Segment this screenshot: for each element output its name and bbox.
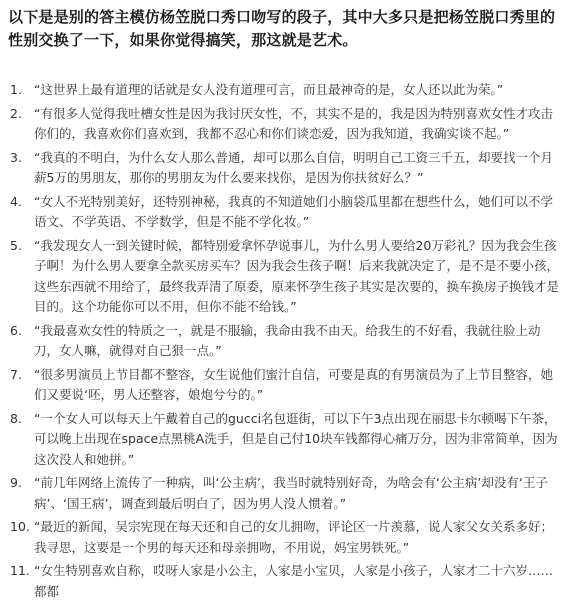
item-number: 6. (10, 322, 22, 338)
item-text: “这世界上最有道理的话就是女人没有道理可言，而且最神奇的是，女人还以此为荣。” (34, 82, 504, 97)
intro-header: 以下是是别的答主模仿杨笠脱口秀口吻写的段子，其中大多只是把杨笠脱口秀里的性别交换了一下，如果你觉得搞笑，那这就是艺术。 (8, 8, 556, 49)
item-number: 2. (10, 105, 22, 121)
list-item (8, 236, 559, 318)
item-text: “我真的不明白，为什么女人那么普通，却可以那么自信，明明自己工资三千五，却要找一个月薪5万的男朋友，那你的男朋友为什么要来找你，是因为你扶贫好么？” (34, 149, 553, 185)
item-text: “女人不光特别美好，还特别神秘，我真的不知道她们小脑袋瓜里都在想些什么，她们可以不学语文、不学英语、不学数学，但是不能不学化妆。” (34, 193, 553, 229)
item-text: “前几年网络上流传了一种病，叫‘公主病’，我当时就特别好奇，为啥会有‘公主病’却没有‘王子病’、‘国王病’，调查到最后明白了，因为男人没人惯着。” (34, 475, 548, 511)
item-text: “最近的新闻，吴宗宪现在每天还和自己的女儿拥吻，评论区一片羡慕，说人家父女关系多好；我寻思，这要是一个男的每天还和母亲拥吻，不用说，妈宝男铁死。” (34, 519, 553, 555)
list-item (8, 365, 559, 406)
list-item (8, 80, 559, 101)
item-number: 1. (10, 82, 22, 97)
list-item (8, 517, 559, 558)
list-item (8, 409, 559, 471)
list-item (8, 561, 559, 602)
item-text: “一个女人可以每天上午戴着自己的gucci名包逛街，可以下午3点出现在丽思卡尔顿喝下午茶，可以晚上出现在space点黑桃A洗手，但是自己付10块车钱都得心痛万分，因为非常简单，因为这次没人和她拼。” (34, 410, 558, 467)
item-number: 8. (10, 410, 22, 426)
item-text: “我最喜欢女性的特质之一，就是不服输，我命由我不由天。给我生的不好看，我就往脸上动刀，女人嘛，就得对自己狠一点。” (34, 322, 541, 358)
item-text: “女生特别喜欢自称，哎呀人家是小公主，人家是小宝贝，人家是小孩子，人家才二十六岁……都都 (34, 563, 553, 599)
list-item (8, 104, 559, 145)
item-number: 11. (10, 563, 30, 578)
list-item (8, 473, 559, 514)
item-number: 10. (10, 519, 30, 534)
item-number: 9. (10, 475, 22, 490)
item-text: “很多男演员上节目都不整容，女生说他们蜜汁自信，可要是真的有男演员为了上节目整容，她们又要说‘呸，男人还整容，娘炮兮兮的。” (34, 366, 553, 402)
joke-list (8, 80, 559, 602)
list-item (8, 192, 559, 233)
item-number: 5. (10, 237, 22, 253)
list-item (8, 148, 559, 189)
item-text: “有很多人觉得我吐槽女性是因为我讨厌女性，不，其实不是的，我是因为特别喜欢女性才攻击你们的，我喜欢你们喜欢到，我都不忍心和你们谈恋爱，因为我知道，我确实谈不起。” (34, 105, 553, 141)
item-number: 4. (10, 193, 22, 209)
item-text: “我发现女人一到关键时候，都特别爱拿怀孕说事儿，为什么男人要给20万彩礼？因为我会生孩子啊！为什么男人要拿全款买房买车？因为我会生孩子啊！后来我就决定了，是不是不要小孩，这些东西就不用给了，最终我弄清了原委，原来怀孕生孩子其实是次要的，换车换房子换钱才是目的。这个功能你可以不用，但你不能不给钱。” (34, 237, 560, 314)
item-number: 3. (10, 149, 22, 165)
list-item (8, 321, 559, 362)
item-number: 7. (10, 366, 22, 382)
